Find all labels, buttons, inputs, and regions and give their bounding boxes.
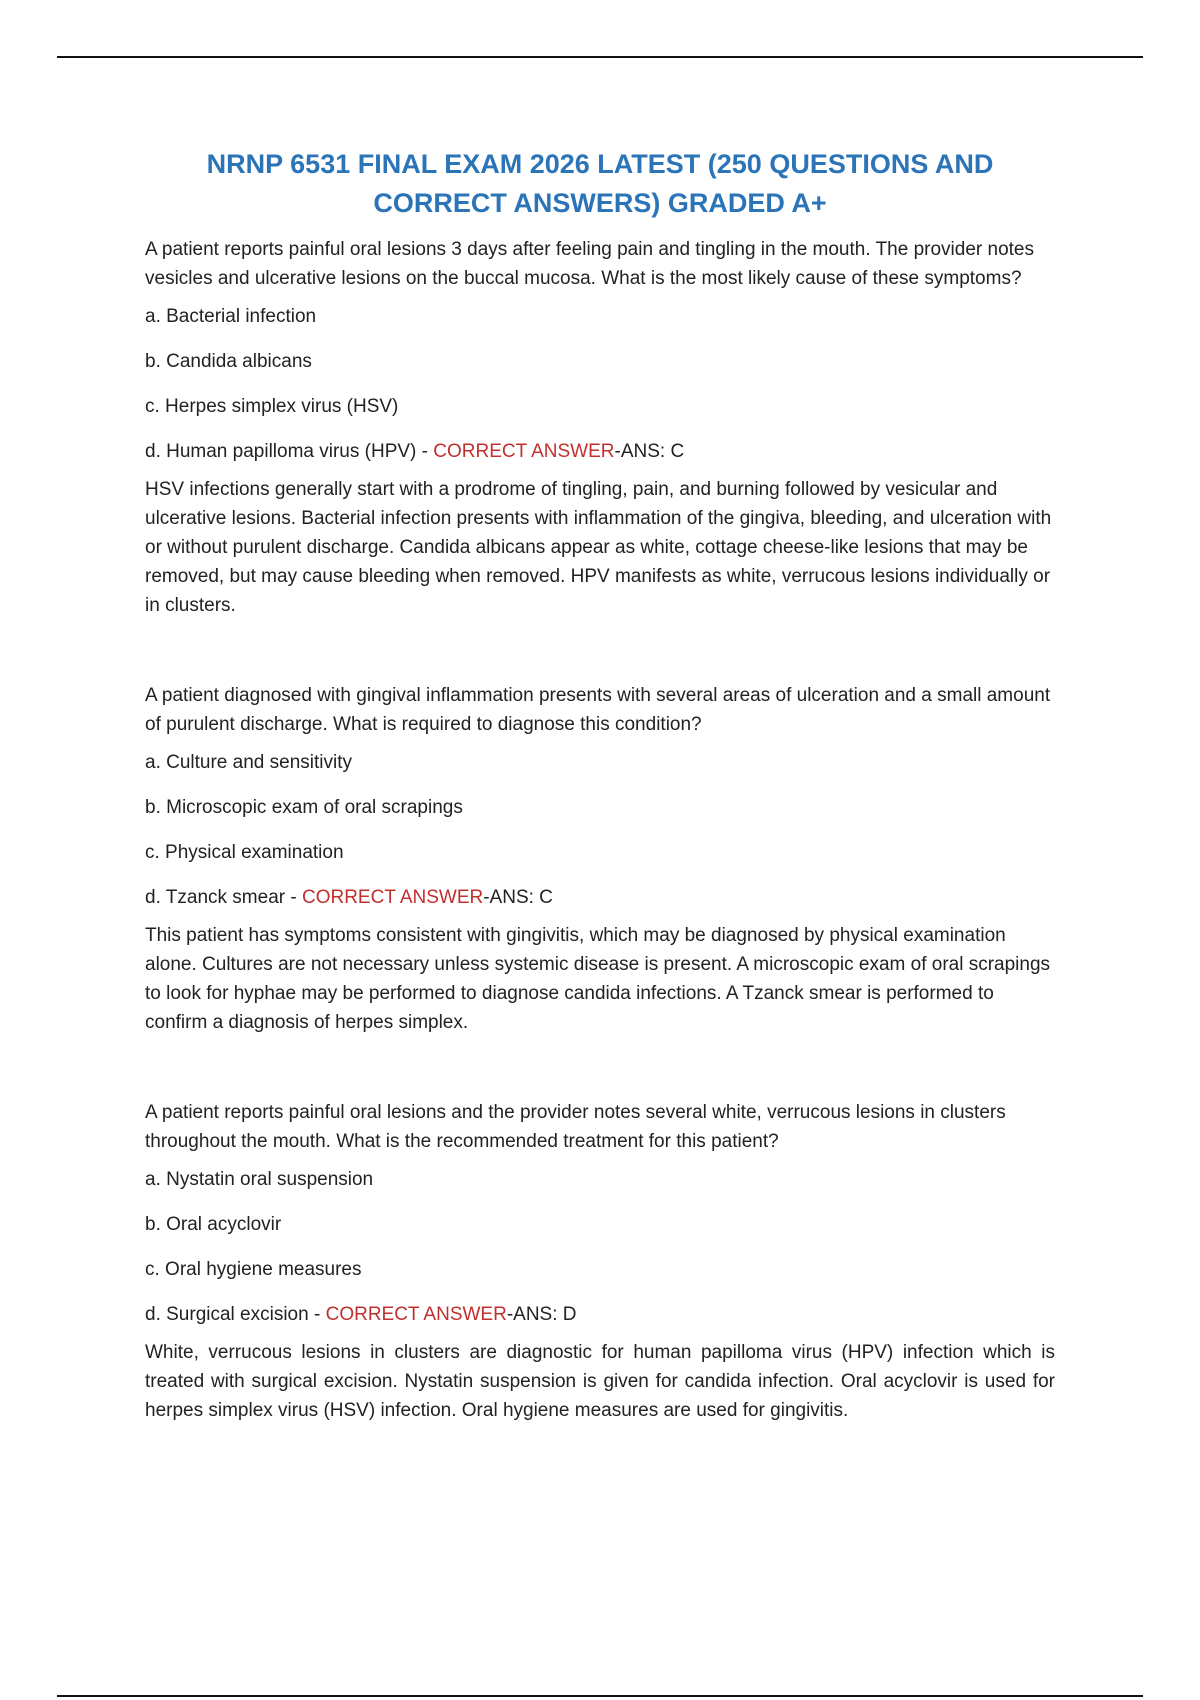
option-text: d. Human papilloma virus (HPV) xyxy=(145,441,417,462)
answer-option-d xyxy=(145,1300,1055,1329)
question-block-1 xyxy=(145,235,1055,620)
answer-separator: - xyxy=(416,441,434,462)
answer-option-a: a. Nystatin oral suspension xyxy=(145,1169,374,1190)
option-text: d. Tzanck smear xyxy=(145,887,286,908)
answer-explanation: HSV infections generally start with a prodrome of tingling, pain, and burning followed by vesicular and ulcerative lesions. Bacterial infection presents with inflammation of the gingiva, bleeding, and ulceration with or without purulent discharge. Candida albicans appear as white, cottage cheese-like lesions that may be removed, but may cause bleeding when removed. HPV manifests as white, verrucous lesions individually or in clusters. xyxy=(145,479,1052,616)
answer-separator: - xyxy=(308,1304,326,1325)
option-text: d. Surgical excision xyxy=(145,1304,309,1325)
answer-option-b: b. Candida albicans xyxy=(145,351,312,372)
answer-option-d xyxy=(145,437,1055,466)
top-divider xyxy=(57,56,1143,58)
answer-key: -ANS: D xyxy=(506,1304,577,1325)
question-text: A patient diagnosed with gingival inflammation presents with several areas of ulceration and a small amount of purulent discharge. What is required to diagnose this condition? xyxy=(145,685,1051,735)
correct-answer-marker: CORRECT ANSWER xyxy=(301,887,484,908)
answer-explanation: This patient has symptoms consistent with gingivitis, which may be diagnosed by physical examination alone. Cultures are not necessary unless systemic disease is present. A microscopic exam of oral scrapings to look for hyphae may be performed to diagnose candida infections. A Tzanck smear is performed to confirm a diagnosis of herpes simplex. xyxy=(145,925,1051,1033)
correct-answer-marker: CORRECT ANSWER xyxy=(325,1304,507,1325)
answer-option-c: c. Physical examination xyxy=(145,842,344,863)
answer-option-c: c. Oral hygiene measures xyxy=(145,1259,362,1280)
answer-option-a: a. Bacterial infection xyxy=(145,306,317,327)
answer-option-b: b. Microscopic exam of oral scrapings xyxy=(145,797,463,818)
document-body xyxy=(145,235,1055,1486)
answer-key: -ANS: C xyxy=(614,441,685,462)
question-block-3 xyxy=(145,1098,1055,1425)
question-text: A patient reports painful oral lesions 3 days after feeling pain and tingling in the mouth. The provider notes vesicles and ulcerative lesions on the buccal mucosa. What is the most likely cause of these symptoms? xyxy=(145,239,1034,289)
answer-explanation: White, verrucous lesions in clusters are diagnostic for human papilloma virus (HPV) infection which is treated with surgical excision. Nystatin suspension is given for candida infection. Oral acyclovir is used for herpes simplex virus (HSV) infection. Oral hygiene measures are used for gingivitis. xyxy=(145,1342,1055,1421)
answer-separator: - xyxy=(285,887,302,908)
bottom-divider xyxy=(57,1695,1143,1697)
answer-key: -ANS: C xyxy=(483,887,553,908)
question-block-2 xyxy=(145,681,1055,1037)
question-text: A patient reports painful oral lesions and the provider notes several white, verrucous lesions in clusters throughout the mouth. What is the recommended treatment for this patient? xyxy=(145,1102,1006,1152)
correct-answer-marker: CORRECT ANSWER xyxy=(433,441,615,462)
answer-option-c: c. Herpes simplex virus (HSV) xyxy=(145,396,399,417)
document-title: NRNP 6531 FINAL EXAM 2026 LATEST (250 QUESTIONS AND CORRECT ANSWERS) GRADED A+ xyxy=(206,149,994,218)
answer-option-d xyxy=(145,883,1055,912)
answer-option-b: b. Oral acyclovir xyxy=(145,1214,282,1235)
answer-option-a: a. Culture and sensitivity xyxy=(145,752,352,773)
